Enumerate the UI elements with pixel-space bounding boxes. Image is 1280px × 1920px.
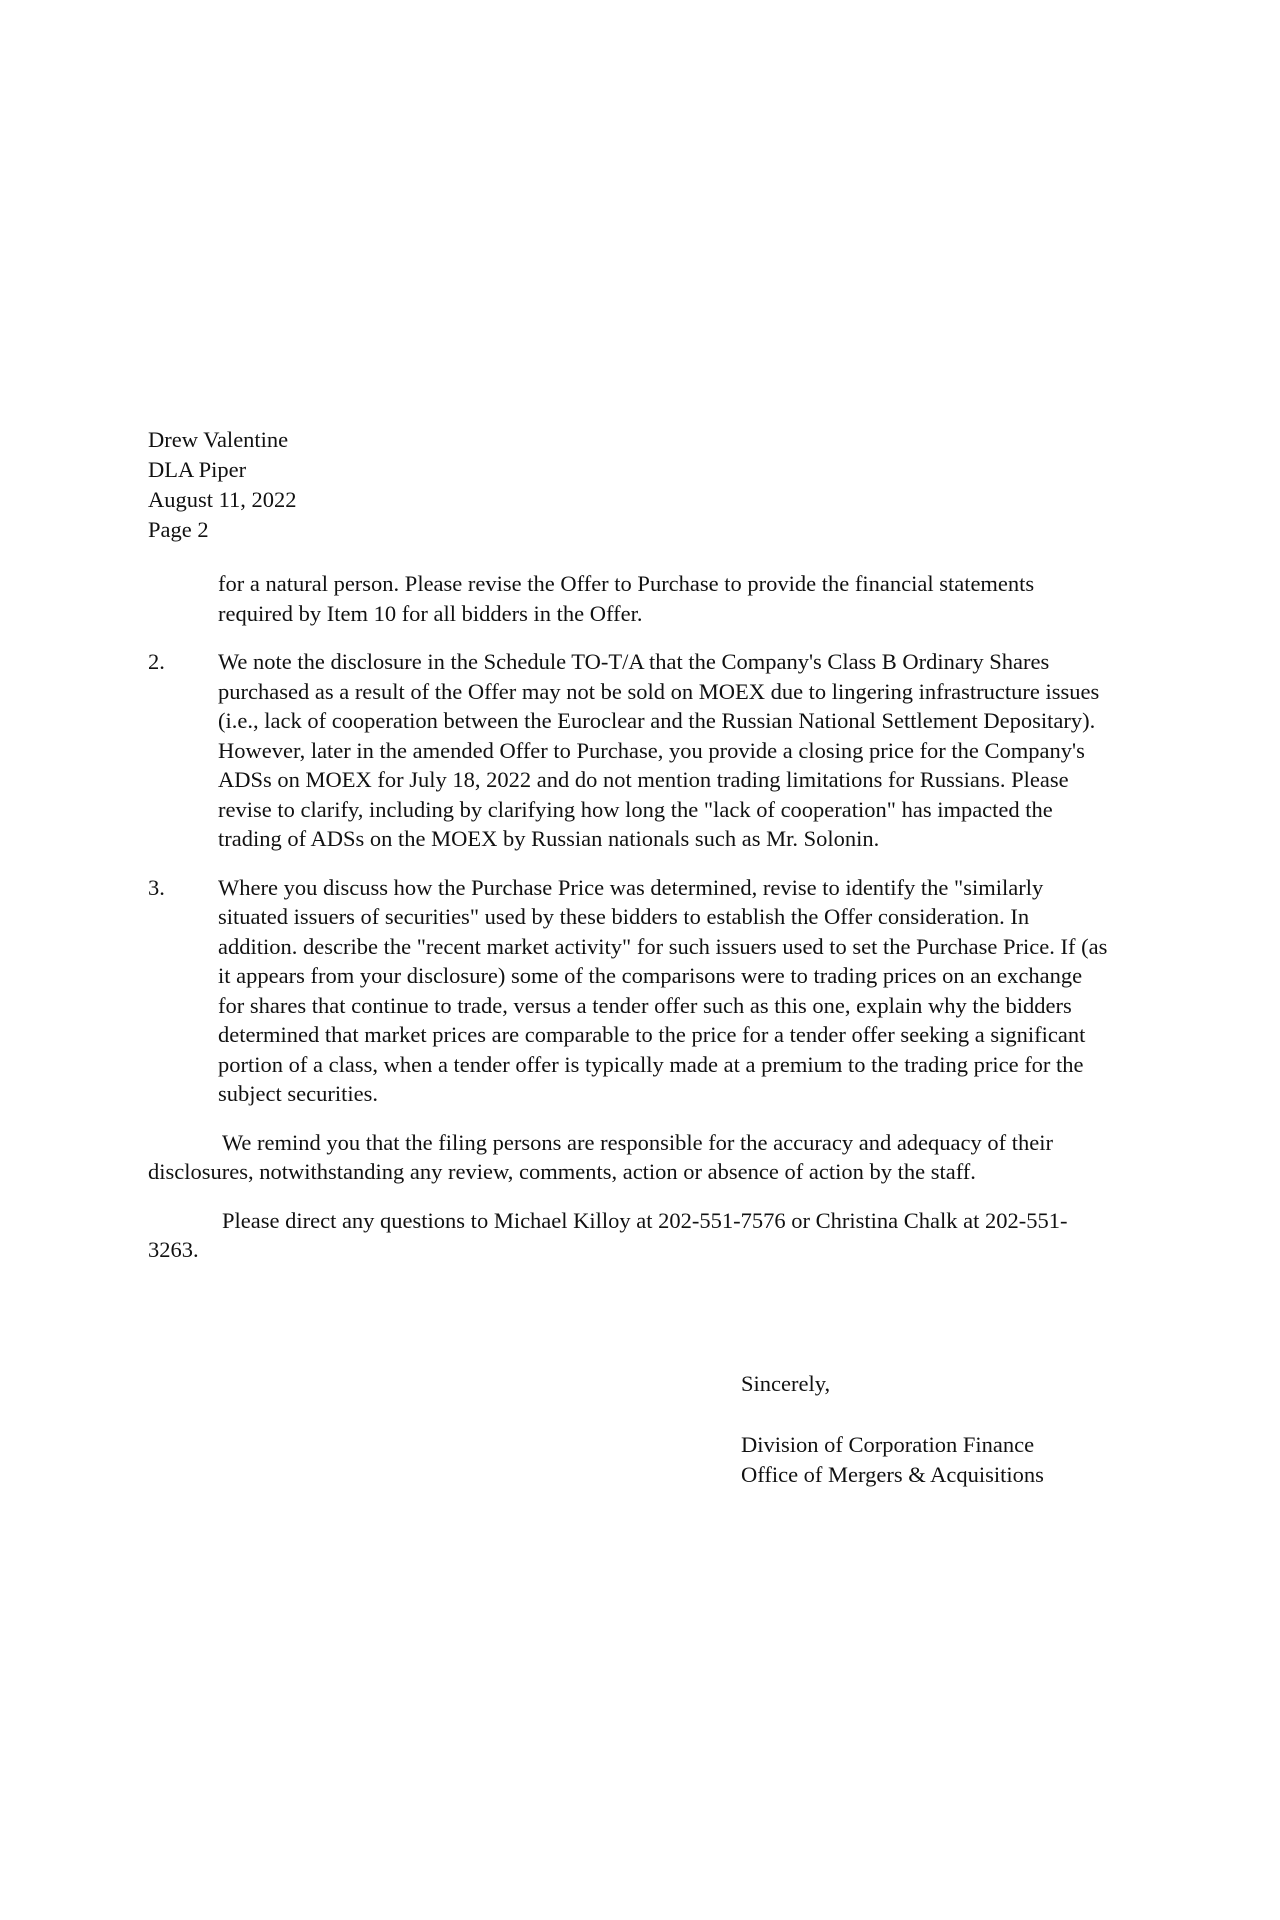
closing: Sincerely, (741, 1371, 831, 1396)
recipient-firm: DLA Piper (148, 457, 247, 482)
reminder-paragraph: We remind you that the filing persons are responsible for the accuracy and adequacy of their disclosures, notwithstanding any review, comments, action or absence of action by the staff. (148, 1129, 1053, 1184)
signature-office: Office of Mergers & Acquisitions (741, 1462, 1044, 1487)
letter-body (148, 569, 1113, 1284)
questions-paragraph: Please direct any questions to Michael Killoy at 202-551-7576 or Christina Chalk at 202-551-3263. (148, 1207, 1068, 1262)
comment-number: 3. (148, 874, 165, 900)
recipient-name: Drew Valentine (148, 427, 289, 452)
letter-date: August 11, 2022 (148, 487, 297, 512)
signature-division: Division of Corporation Finance (741, 1432, 1035, 1457)
comment-number: 2. (148, 649, 165, 674)
letter-header (148, 425, 297, 545)
page-number: Page 2 (148, 517, 209, 542)
signature-block (741, 1369, 1044, 1490)
comment-text: We note the disclosure in the Schedule TO-T/A that the Company's Class B Ordinary Shares purchased as a result of the Offer may not be sold on MOEX due to lingering infrastructure issues (i.e., lack of cooperation between the Euroclear and the Russian National Settlement Depositary). However, later in the amended Offer to Purchase, you provide a closing price for the Company's ADSs on MOEX for July 18, 2022 and do not mention trading limitations for Russians. Please revise to clarify, including by clarifying how long the "lack of cooperation" has impacted the trading of ADSs on the MOEX by Russian nationals such as Mr. Solonin. (218, 649, 1100, 851)
comment-text: Where you discuss how the Purchase Price was determined, revise to identify the "similarly situated issuers of securities" used by these bidders to establish the Offer consideration. In addition. describe the "recent market activity" for such issuers used to set the Purchase Price. If (as it appears from your disclosure) some of the comparisons were to trading prices on an exchange for shares that continue to trade, versus a tender offer such as this one, explain why the bidders determined that market prices are comparable to the price for a tender offer seeking a significant portion of a class, when a tender offer is typically made at a premium to the trading price for the subject securities. (218, 874, 1108, 1106)
continuation-paragraph: for a natural person. Please revise the Offer to Purchase to provide the financial statements required by Item 10 for all bidders in the Offer. (218, 571, 1035, 626)
comment-item-3 (148, 873, 1113, 1109)
comment-item-2 (148, 647, 1113, 854)
